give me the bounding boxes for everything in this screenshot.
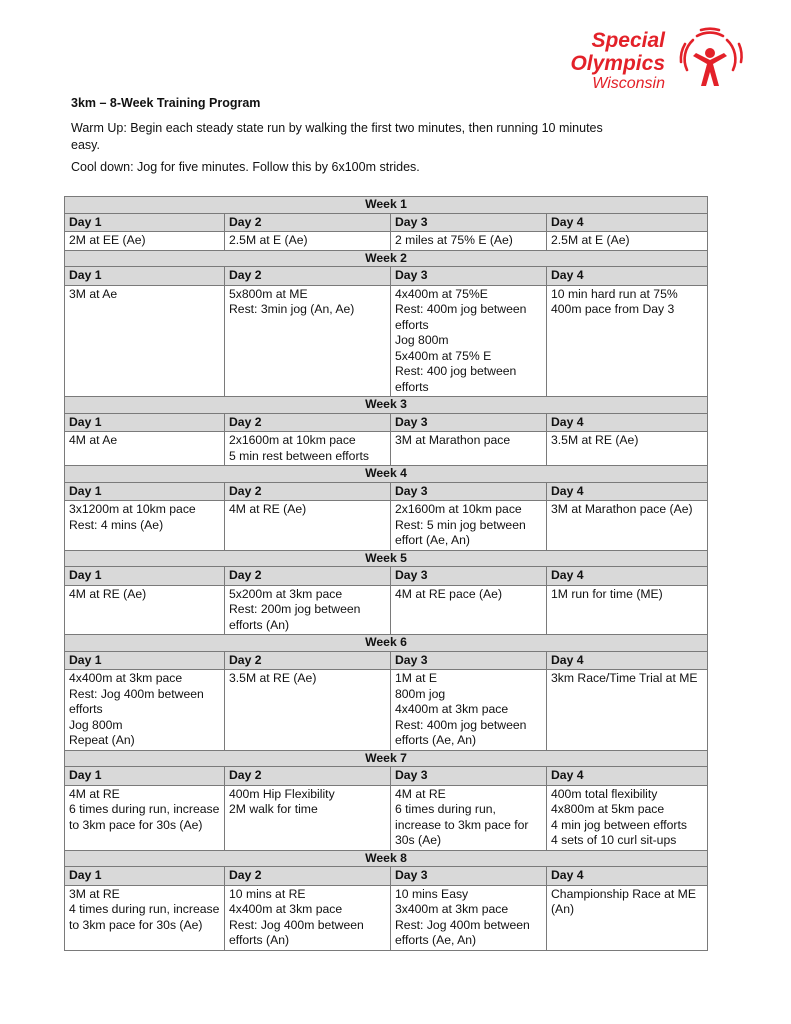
workout-cell <box>391 432 547 466</box>
workout-line: 2.5M at E (Ae) <box>551 233 630 247</box>
training-schedule-table <box>64 196 708 951</box>
workout-line: 5 min rest between efforts <box>229 448 370 463</box>
day-header-cell: Day 2 <box>225 567 391 586</box>
workout-line: 4M at RE (Ae) <box>229 502 307 516</box>
workout-cell <box>65 670 225 751</box>
workout-line: 4 sets of 10 curl sit-ups <box>551 833 677 847</box>
workout-line: 3x400m at 3km pace <box>395 902 509 916</box>
workout-line: 400m total flexibility <box>551 786 658 801</box>
week-label: Week 7 <box>65 750 708 767</box>
logo-line-special: Special <box>591 29 665 52</box>
week-label: Week 4 <box>65 466 708 483</box>
workout-line: Jog 800m <box>395 333 449 347</box>
workout-line: Rest: 3min jog (An, Ae) <box>229 302 355 316</box>
workout-line: 10 min hard run at 75% 400m pace from Day 3 <box>551 286 678 316</box>
week-header-row <box>65 197 708 214</box>
week-label: Week 6 <box>65 635 708 652</box>
workout-cell <box>547 885 708 950</box>
workout-line: Repeat (An) <box>69 733 135 747</box>
day-header-cell: Day 2 <box>225 413 391 432</box>
workout-cell <box>547 501 708 551</box>
workout-line: 3M at RE <box>69 886 120 901</box>
day-header-cell: Day 4 <box>547 867 708 886</box>
week-header-row <box>65 466 708 483</box>
workout-line: Championship Race at ME (An) <box>551 886 696 916</box>
day-header-cell: Day 2 <box>225 767 391 786</box>
day-header-cell: Day 2 <box>225 651 391 670</box>
week-header-row <box>65 850 708 867</box>
workout-cell <box>547 432 708 466</box>
day-header-cell: Day 2 <box>225 213 391 232</box>
week-label: Week 8 <box>65 850 708 867</box>
day-header-cell: Day 2 <box>225 267 391 286</box>
workout-line: Rest: 5 min jog between effort (Ae, An) <box>395 517 526 547</box>
workout-row <box>65 501 708 551</box>
week-label: Week 3 <box>65 397 708 414</box>
day-header-row <box>65 482 708 501</box>
workout-cell <box>65 232 225 251</box>
day-header-row <box>65 267 708 286</box>
workout-cell <box>547 785 708 850</box>
workout-line: 1M at E <box>395 671 437 685</box>
workout-row <box>65 285 708 397</box>
day-header-row <box>65 651 708 670</box>
workout-line: 2M walk for time <box>229 802 318 816</box>
day-header-cell: Day 3 <box>391 482 547 501</box>
workout-cell <box>547 285 708 397</box>
day-header-cell: Day 4 <box>547 213 708 232</box>
workout-cell <box>65 885 225 950</box>
day-header-cell: Day 1 <box>65 767 225 786</box>
workout-line: 4x400m at 3km pace <box>229 902 343 916</box>
workout-cell <box>391 285 547 397</box>
workout-row <box>65 785 708 850</box>
workout-row <box>65 885 708 950</box>
workout-cell <box>225 501 391 551</box>
workout-cell <box>391 232 547 251</box>
workout-line: 2M at EE (Ae) <box>69 233 146 247</box>
day-header-cell: Day 4 <box>547 267 708 286</box>
logo-wordmark <box>570 30 665 92</box>
workout-line: Rest: 200m jog between efforts (An) <box>229 602 361 632</box>
logo-line-wisconsin: Wisconsin <box>592 75 665 92</box>
logo-line-olympics: Olympics <box>570 52 665 75</box>
workout-line: 3M at Ae <box>69 286 118 301</box>
day-header-row <box>65 413 708 432</box>
workout-cell <box>547 232 708 251</box>
workout-line: 10 mins Easy <box>395 886 469 901</box>
workout-cell <box>65 285 225 397</box>
workout-line: 4x400m at 3km pace <box>395 702 509 716</box>
workout-line: 4 times during run, increase to 3km pace for 30s (Ae) <box>69 902 220 932</box>
week-header-row <box>65 250 708 267</box>
day-header-cell: Day 4 <box>547 567 708 586</box>
day-header-cell: Day 1 <box>65 213 225 232</box>
day-header-cell: Day 3 <box>391 413 547 432</box>
workout-cell <box>547 585 708 635</box>
day-header-row <box>65 567 708 586</box>
cool-down-text: Cool down: Jog for five minutes. Follow this by 6x100m strides. <box>71 160 420 174</box>
workout-line: 2x1600m at 10km pace <box>395 502 522 516</box>
workout-line: 400m Hip Flexibility <box>229 786 335 801</box>
day-header-cell: Day 2 <box>225 482 391 501</box>
workout-cell <box>225 232 391 251</box>
workout-line: 4x800m at 5km pace <box>551 802 665 816</box>
day-header-cell: Day 1 <box>65 267 225 286</box>
day-header-cell: Day 4 <box>547 482 708 501</box>
workout-cell <box>225 432 391 466</box>
week-header-row <box>65 550 708 567</box>
workout-line: 3km Race/Time Trial at ME <box>551 671 698 685</box>
day-header-cell: Day 3 <box>391 213 547 232</box>
workout-line: Rest: Jog 400m between efforts (An) <box>229 917 364 947</box>
workout-line: Rest: 4 mins (Ae) <box>69 517 164 532</box>
workout-line: 10 mins at RE <box>229 886 306 901</box>
workout-cell <box>547 670 708 751</box>
workout-cell <box>391 785 547 850</box>
workout-line: Rest: 400 jog between efforts <box>395 364 517 394</box>
workout-cell <box>391 885 547 950</box>
day-header-row <box>65 213 708 232</box>
special-olympics-logo <box>540 26 755 96</box>
workout-line: 4M at RE pace (Ae) <box>395 586 503 601</box>
week-label: Week 1 <box>65 197 708 214</box>
workout-line: 4 min jog between efforts <box>551 817 687 832</box>
workout-line: 2x1600m at 10km pace <box>229 433 356 447</box>
day-header-cell: Day 4 <box>547 413 708 432</box>
day-header-cell: Day 1 <box>65 482 225 501</box>
week-header-row <box>65 397 708 414</box>
workout-row <box>65 585 708 635</box>
workout-line: 4x400m at 75%E <box>395 286 488 301</box>
workout-line: Rest: Jog 400m between efforts <box>69 686 204 716</box>
workout-line: 4M at RE <box>395 786 446 801</box>
week-label: Week 5 <box>65 550 708 567</box>
day-header-cell: Day 1 <box>65 651 225 670</box>
workout-line: 6 times during run, increase to 3km pace for 30s (Ae) <box>395 802 529 847</box>
workout-cell <box>391 501 547 551</box>
workout-cell <box>65 432 225 466</box>
day-header-cell: Day 3 <box>391 651 547 670</box>
workout-line: 4M at Ae <box>69 433 118 447</box>
day-header-cell: Day 1 <box>65 867 225 886</box>
workout-cell <box>391 585 547 635</box>
workout-line: Rest: Jog 400m between efforts (Ae, An) <box>395 917 530 947</box>
workout-row <box>65 232 708 251</box>
workout-cell <box>65 501 225 551</box>
workout-line: 5x800m at ME <box>229 286 308 301</box>
day-header-cell: Day 4 <box>547 651 708 670</box>
workout-line: 4M at RE <box>69 786 120 801</box>
workout-line: 800m jog <box>395 686 446 701</box>
workout-line: 3x1200m at 10km pace <box>69 502 196 516</box>
workout-line: 5x200m at 3km pace <box>229 586 343 601</box>
workout-line: 4x400m at 3km pace <box>69 671 183 685</box>
workout-line: 3.5M at RE (Ae) <box>229 671 317 685</box>
workout-line: 2.5M at E (Ae) <box>229 233 308 247</box>
workout-cell <box>65 785 225 850</box>
workout-line: 3.5M at RE (Ae) <box>551 433 639 447</box>
workout-line: 3M at Marathon pace <box>395 433 511 447</box>
workout-line: Rest: 400m jog between efforts <box>395 302 527 332</box>
day-header-row <box>65 767 708 786</box>
day-header-row <box>65 867 708 886</box>
workout-line: 5x400m at 75% E <box>395 348 492 363</box>
day-header-cell: Day 4 <box>547 767 708 786</box>
day-header-cell: Day 1 <box>65 413 225 432</box>
workout-cell <box>225 885 391 950</box>
workout-cell <box>225 285 391 397</box>
workout-cell <box>225 785 391 850</box>
day-header-cell: Day 3 <box>391 567 547 586</box>
day-header-cell: Day 1 <box>65 567 225 586</box>
workout-line: 6 times during run, increase to 3km pace for 30s (Ae) <box>69 802 220 832</box>
document-title: 3km – 8-Week Training Program <box>71 96 261 110</box>
day-header-cell: Day 3 <box>391 867 547 886</box>
day-header-cell: Day 3 <box>391 767 547 786</box>
workout-cell <box>65 585 225 635</box>
day-header-cell: Day 2 <box>225 867 391 886</box>
week-header-row <box>65 750 708 767</box>
workout-row <box>65 670 708 751</box>
week-header-row <box>65 635 708 652</box>
day-header-cell: Day 3 <box>391 267 547 286</box>
workout-cell <box>225 670 391 751</box>
special-olympics-emblem-icon <box>671 26 749 96</box>
workout-line: Rest: 400m jog between efforts (Ae, An) <box>395 717 527 747</box>
workout-line: 1M run for time (ME) <box>551 586 663 601</box>
workout-line: 3M at Marathon pace (Ae) <box>551 502 693 516</box>
warm-up-text: Warm Up: Begin each steady state run by walking the first two minutes, then running 10 minutes easy. <box>71 121 603 152</box>
workout-row <box>65 432 708 466</box>
workout-line: 2 miles at 75% E (Ae) <box>395 233 513 247</box>
workout-line: Jog 800m <box>69 717 123 732</box>
workout-cell <box>225 585 391 635</box>
workout-cell <box>391 670 547 751</box>
workout-line: 4M at RE (Ae) <box>69 586 147 601</box>
week-label: Week 2 <box>65 250 708 267</box>
